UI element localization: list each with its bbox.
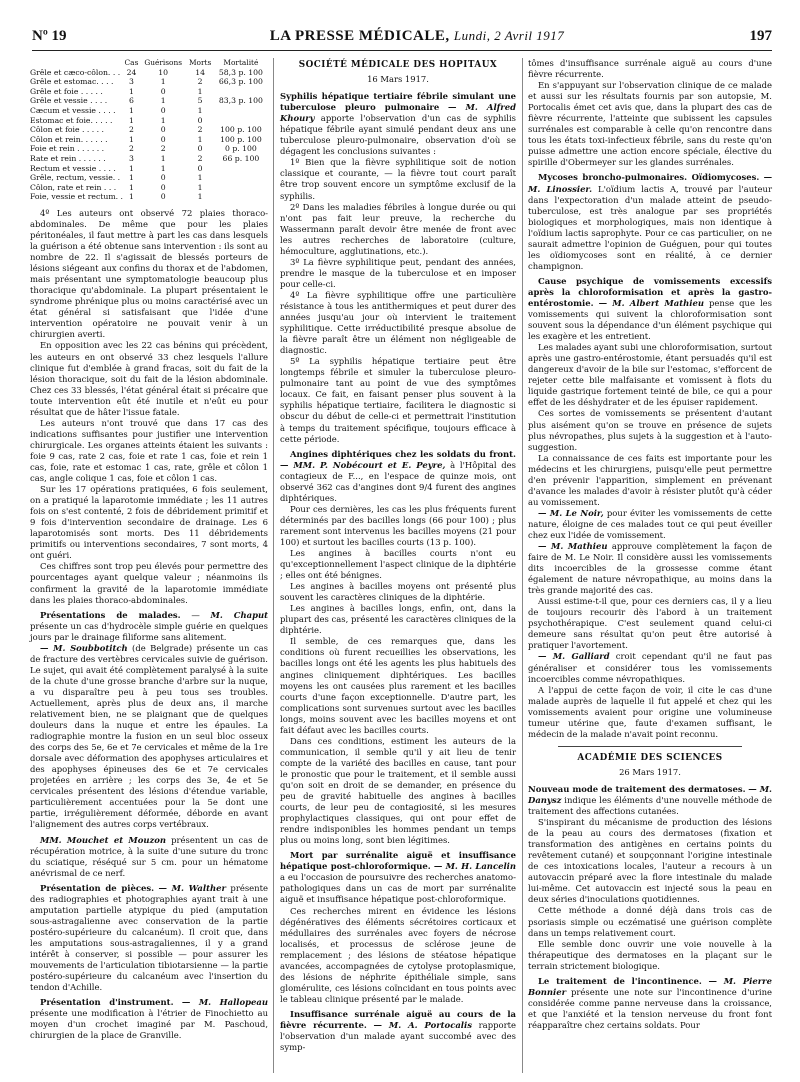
author: — M. Le Noir, bbox=[538, 507, 604, 518]
article-text: pense que les vomissements qui suivent la chloroformisation sont souvent sous la dépendance d'un élément psychique qui les exagère et les entretient. bbox=[528, 297, 772, 342]
section-date: 26 Mars 1917. bbox=[619, 766, 681, 777]
paragraph: La connaissance de ces faits est importante pour les médecins et les chirurgiens, puisqu'elle peut permettre d'en prévenir l'apparition, simplement en prévenant d'avance les malades d'avoir à résister plutôt qu'à céder au vomissement. bbox=[528, 452, 772, 507]
value-cell: 0 bbox=[160, 86, 166, 96]
article bbox=[30, 643, 268, 831]
article-text: rapporte l'observation d'un malade ayant succombé avec des symp- bbox=[280, 1019, 517, 1053]
author: — MM. P. Nobécourt et E. Peyre, bbox=[280, 459, 446, 470]
table-row bbox=[30, 77, 268, 87]
paragraph: Les angines à bacilles courts n'ont eu qu'exceptionnellement l'aspect clinique de la diphtérie ; elles ont été bénignes. bbox=[280, 548, 516, 581]
column-separator bbox=[522, 58, 523, 1073]
table-row bbox=[30, 173, 268, 183]
article-text: L'oïdium lactis A, trouvé par l'auteur dans l'expectoration d'un malade atteint de pseudo-tuberculose, est très analogue par ses propriétés biologiques et morphologiques, mais non identique à l'oïdium lactis saprophyte. Pour ce cas particulier, on ne saurait admettre l'opinion de Guéguen, pour qui toutes les oïdiomycoses sont en réalité, à ce dernier champignon. bbox=[528, 183, 772, 271]
paragraph: Les malades ayant subi une chloroformisation, surtout après une gastro-entérostomie, étant persuadés qu'il est dangereux d'avoir de la bile sur l'estomac, s'efforcent de rejeter cette bile malfaisante et vomissent à flots du liquide gastrique fortement teinté de bile, ce qui a pour effet de les déshydrater et de les épuiser rapidement. bbox=[528, 342, 772, 408]
paragraph: 5º La syphilis hépatique tertiaire peut être longtemps fébrile et simuler la tuberculose pleuro-pulmonaire tant au point de vue des symptômes locaux. Ce fait, en faisant penser plus souvent à la syphilis hépatique tertiaire, facilitera le diagnostic si obscur du début de celle-ci et permettrait l'institution à temps du traitement spécifique, toujours efficace à cette période. bbox=[280, 356, 516, 444]
table-header: Cas bbox=[124, 58, 139, 67]
article bbox=[528, 651, 772, 684]
value-cell: 1 bbox=[129, 163, 134, 173]
table-row bbox=[30, 96, 268, 106]
author: — M. H. Lancelin bbox=[433, 861, 516, 872]
paragraph: Dans ces conditions, estiment les auteurs de la communication, il semble qu'il y ait lieu de tenir compte de la variété des bacilles en cause, tant pour le pronostic que pour le traitement, et il semble aussi qu'on soit en droit de se demander, en présence du peu de gravité habituelle des angines à bacilles courts, de leur peu de contagiosité, si les mesures prophylactiques classiques, qui ont pour effet de rendre indisponibles les hommes pendant un temps plus ou moins long, sont bien légitimes. bbox=[280, 735, 516, 846]
value-cell: 0 bbox=[160, 173, 166, 183]
article-text: présente des radiographies et photographies ayant trait à une amputation partielle atypique du pied (amputation sous-astragalienne avec conservation de la partie postéro-supérieure du calcanéum). Il croit que, dans les amputations sous-astragaliennes, il y a grand intérêt à conserver, si possible — pour assurer les mouvements de l'articulation tibiotarsienne — la partie postéro-supérieure du calcanéum avec l'insertion du tendon d'Achille. bbox=[30, 882, 268, 993]
organ-cell: Grêle, rectum, vessie. . bbox=[30, 173, 121, 183]
mortality-table bbox=[30, 58, 268, 202]
article-heading: Mycoses broncho-pulmonaires. Oïdiomycoses. bbox=[538, 172, 760, 183]
value-cell: 2 bbox=[160, 144, 166, 154]
article-text: a eu l'occasion de poursuivre des recherches anatomo-pathologiques dans un cas de mort par surrénalite aiguë et insuffisance hépatique post-chloroformique. bbox=[280, 872, 516, 905]
section-divider bbox=[558, 746, 742, 747]
value-cell: 1 bbox=[129, 105, 134, 115]
journal-name: LA PRESSE MÉDICALE, bbox=[269, 28, 450, 44]
author: MM. Mouchet et Mouzon bbox=[40, 834, 167, 845]
value-cell: 0 bbox=[197, 115, 203, 125]
organ-cell: Côlon et foie . . . . . bbox=[30, 125, 104, 135]
journal-title bbox=[252, 28, 582, 45]
value-cell: 0 bbox=[160, 192, 166, 202]
value-cell: 1 bbox=[197, 182, 203, 192]
paragraph: Sur les 17 opérations pratiquées, 6 fois seulement, on a pratiqué la laparotomie immédiate ; les 11 autres fois on s'est contenté, 2 fois de débridement primitif et 9 fois d'intervention secondaire de drainage. Les 6 laparotomisés sont morts. Des 11 débridements primitifs ou interventions secondaires, 7 sont morts, 4 ont guéri. bbox=[30, 484, 268, 561]
value-cell: 0 bbox=[197, 163, 203, 173]
article-text: présente une note sur l'incontinence d'urine considérée comme panne nerveuse dans la croissance, et que l'anxiété et la tension nerveuse du front font réapparaître chez certains soldats. Pour bbox=[528, 986, 772, 1030]
author: — M. Hallopeau bbox=[181, 997, 268, 1008]
value-cell: 6 bbox=[129, 96, 134, 106]
section-date: 16 Mars 1917. bbox=[367, 74, 429, 85]
value-cell: 66,3 p. 100 bbox=[218, 77, 263, 87]
value-cell: 1 bbox=[160, 163, 166, 173]
value-cell: 0 bbox=[197, 144, 203, 154]
table-row bbox=[30, 116, 268, 126]
column-separator bbox=[273, 58, 274, 1073]
table-row bbox=[30, 125, 268, 135]
article bbox=[280, 91, 516, 157]
article-text: pour éviter les vomissements de cette nature, éloigne de ces malades tout ce qui peut éveiller chez eux l'idée de vomissement. bbox=[528, 507, 772, 540]
value-cell bbox=[214, 106, 268, 116]
value-cell: 1 bbox=[197, 173, 203, 183]
value-cell bbox=[214, 183, 268, 193]
article-heading: Présentation de pièces. bbox=[40, 882, 155, 893]
article-text: présente un cas d'hydrocèle simple guérie en quelques jours par le drainage filiforme sans alitement. bbox=[30, 620, 268, 642]
column-3 bbox=[528, 58, 772, 1031]
value-cell: 83,3 p. 100 bbox=[218, 96, 263, 106]
table-row bbox=[30, 87, 268, 97]
paragraph: Ces sortes de vomissements se présentent d'autant plus aisément qu'on se trouve en présence de sujets plus névropathes, plus sujets à la suggestion et à l'auto-suggestion. bbox=[528, 408, 772, 452]
table-row bbox=[30, 183, 268, 193]
article bbox=[280, 850, 516, 905]
value-cell: 2 bbox=[197, 125, 203, 135]
author: — M. Danysz bbox=[528, 783, 772, 805]
paragraph: Les auteurs n'ont trouvé que dans 17 cas des indications suffisantes pour justifier une intervention chirurgicale. Les organes atteints étaient les suivants : foie 9 cas, rate 2 cas, foie et rate 1 cas, foie et rein 1 cas, foie, rate et estomac 1 cas, rate, grêle et côlon 1 cas, angle colique 1 cas, foie et côlon 1 cas. bbox=[30, 417, 268, 484]
author: — M. Mathieu bbox=[538, 541, 608, 552]
column-1 bbox=[30, 58, 268, 1041]
issue-number: Nº 19 bbox=[32, 28, 67, 44]
organ-cell: Rectum et vessie . . . . bbox=[30, 163, 116, 173]
organ-cell: Grêle et cæco-côlon. . . bbox=[30, 67, 121, 77]
article-text: (de Belgrade) présente un cas de fracture des vertèbres cervicales suivie de guérison. Le sujet, qui avait été complètement paralysé à la suite de la chute d'une grosse branche d'arbre sur la nuque, a vu disparaître peu à peu tous ses troubles. Actuellement, après plus de deux ans, il marche relativement bien, ne se plaignant que de quelques douleurs dans la nuque et entre les épaules. La radiographie montre la fusion en un seul bloc osseux des corps des 5e, 6e et 7e cervicales et même de la 1re dorsale avec déformation des apophyses articulaires et des apophyses épineuses des 6e et 7e cervicales projetées en arrière ; les corps des 3e, 4e et 5e cervicales présentent des lésions d'étendue variable, particulièrement accentuées pour la 5e dont une partie, irrégulièrement déformée, déborde en avant l'alignement des autres corps vertébraux. bbox=[30, 642, 268, 830]
value-cell: 0 p. 100 bbox=[225, 144, 257, 154]
author: — M. Galliard bbox=[538, 651, 610, 662]
journal-date: Lundi, 2 Avril 1917 bbox=[453, 28, 565, 43]
value-cell: 100 p. 100 bbox=[220, 134, 262, 144]
article bbox=[30, 883, 268, 993]
article-heading: Insuffisance surrénale aiguë au cours de la fièvre récurrente. bbox=[280, 1008, 516, 1030]
value-cell: 0 bbox=[160, 105, 166, 115]
article-heading: Syphilis hépatique tertiaire fébrile simulant une tuberculose pleuro pulmonaire bbox=[280, 91, 516, 113]
value-cell bbox=[214, 192, 268, 202]
value-cell: 1 bbox=[129, 134, 134, 144]
paragraph: tômes d'insuffisance surrénale aiguë au cours d'une fièvre récurrente. bbox=[528, 58, 772, 80]
article bbox=[528, 976, 772, 1031]
article bbox=[528, 508, 772, 541]
paragraph: 2º Dans les maladies fébriles à longue durée ou qui n'ont pas fait leur preuve, la recherche du Wassermann paraît devoir être menée de front avec les autres recherches de laboratoire (culture, hémoculture, agglutinations, etc.). bbox=[280, 201, 516, 256]
paragraph: S'inspirant du mécanisme de production des lésions de la peau au cours des dermatoses (fixation et transformation des antigènes en certains points du revêtement cutané) et soupçonnant l'origine intestinale de ces intoxications locales, l'auteur a recours à un autovaccin préparé avec la flore intestinale du malade lui-même. Cet autovaccin est injecté sous la peau en deux séries d'inoculations quotidiennes. bbox=[528, 817, 772, 905]
organ-cell: Estomac et foie. . . . . bbox=[30, 115, 113, 125]
organ-cell: Côlon et rein. . . . . . bbox=[30, 134, 108, 144]
value-cell: 1 bbox=[160, 115, 166, 125]
table-row bbox=[30, 154, 268, 164]
value-cell: 2 bbox=[197, 77, 203, 87]
organ-cell: Foie, vessie et rectum. . bbox=[30, 192, 123, 202]
table-row bbox=[30, 106, 268, 116]
article bbox=[30, 835, 268, 879]
table-row bbox=[30, 192, 268, 202]
paragraph: En s'appuyant sur l'observation clinique de ce malade et aussi sur les résultats fournis par son autopsie, M. Portocalis émet cet avis que, dans la plupart des cas de fièvre récurrente, l'atteinte que subissent les capsules surrénales est comparable à celle qu'on rencontre dans tous les états toxi-infectieux fébrile, sans du reste qu'on puisse admettre une action encore spéciale, élective du spirille d'Obermeyer sur les glandes surrénales. bbox=[528, 80, 772, 168]
value-cell: 100 p. 100 bbox=[220, 125, 262, 135]
article bbox=[280, 1009, 516, 1053]
page-number: 197 bbox=[749, 28, 772, 44]
section-title: ACADÉMIE DES SCIENCES bbox=[577, 752, 723, 763]
article bbox=[528, 541, 772, 596]
article-heading: Angines diphtériques chez les soldats du front. bbox=[290, 448, 516, 459]
value-cell: 58,3 p. 100 bbox=[218, 67, 263, 77]
article-text: croit cependant qu'il ne faut pas généraliser et considérer tous les vomissements incoercibles comme névropathiques. bbox=[528, 651, 772, 684]
paragraph: Il semble, de ces remarques que, dans les conditions où furent recueillies les observations, les bacilles longs ont été les agents les plus habituels des angines cliniquement diphtériques. Les bacilles moyens les ont causées plus rarement et les bacilles courts d'une façon exceptionnelle. D'autre part, les complications sont survenues surtout avec les bacilles longs, moins souvent avec les bacilles moyens et ont fait défaut avec les bacilles courts. bbox=[280, 636, 516, 735]
paragraph: Pour ces dernières, les cas les plus fréquents furent déterminés par des bacilles longs (66 pour 100) ; plus rarement sont intervenus les bacilles moyens (21 pour 100) et surtout les bacilles courts (13 p. 100). bbox=[280, 503, 516, 547]
table-header-row bbox=[30, 58, 268, 68]
article-heading: Cause psychique de vomissements excessifs après la chloroformisation et après la gastro-entérostomie. bbox=[528, 275, 772, 308]
author: — M. Linossier. bbox=[528, 172, 772, 194]
organ-cell: Cæcum et vessie . . . . bbox=[30, 105, 116, 115]
value-cell: 1 bbox=[160, 153, 166, 163]
organ-cell: Grêle et foie . . . . . bbox=[30, 86, 103, 96]
value-cell bbox=[214, 164, 268, 174]
value-cell: 1 bbox=[197, 105, 203, 115]
author: — M. Soubbotitch bbox=[40, 642, 128, 653]
article-text: apporte l'observation d'un cas de syphilis hépatique fébrile ayant simulé pendant deux ans une tuberculose pleuro-pulmonaire, observation d'où se dégagent les conclusions suivantes : bbox=[280, 113, 516, 157]
article bbox=[30, 997, 268, 1041]
value-cell: 1 bbox=[197, 134, 203, 144]
organ-cell: Foie et rein . . . . . . bbox=[30, 144, 105, 154]
article-heading: Nouveau mode de traitement des dermatoses. bbox=[528, 783, 746, 794]
value-cell: 1 bbox=[160, 77, 166, 87]
value-cell: 3 bbox=[129, 77, 134, 87]
value-cell: 1 bbox=[129, 86, 134, 96]
article-text: indique les éléments d'une nouvelle méthode de traitement des affections cutanées. bbox=[528, 795, 772, 817]
article-heading: Mort par surrénalite aiguë et insuffisance hépatique post-chloroformique. bbox=[280, 850, 516, 872]
value-cell: 24 bbox=[126, 67, 137, 77]
page-header bbox=[32, 28, 772, 48]
article-heading: Le traitement de l'incontinence. bbox=[538, 975, 702, 986]
article-text: présentent un cas de récupération motrice, à la suite d'une suture du tronc du sciatique, réséqué sur 5 cm. pour un hématome anévrismal de ce nerf. bbox=[30, 834, 268, 878]
header-rule bbox=[32, 50, 772, 51]
organ-cell: Rate et rein . . . . . . bbox=[30, 153, 106, 163]
author: — M. Walther bbox=[158, 882, 226, 893]
organ-cell: Grêle et vessie . . . . bbox=[30, 96, 108, 106]
table-header: Guérisons bbox=[144, 58, 183, 67]
value-cell: 14 bbox=[195, 67, 205, 77]
value-cell: 66 p. 100 bbox=[222, 153, 260, 163]
value-cell: 2 bbox=[197, 153, 203, 163]
value-cell: 1 bbox=[129, 192, 134, 202]
paragraph: Ces chiffres sont trop peu élevés pour permettre des pourcentages ayant quelque valeur ; néanmoins ils confirment la gravité de la laparotomie immédiate dans les plaies thoraco-abdominales. bbox=[30, 561, 268, 605]
table-header: Mortalité bbox=[223, 58, 259, 67]
article bbox=[528, 784, 772, 817]
value-cell: 0 bbox=[160, 125, 166, 135]
value-cell: 3 bbox=[129, 153, 134, 163]
article bbox=[528, 172, 772, 271]
value-cell: 1 bbox=[160, 96, 166, 106]
paragraph: Les angines à bacilles longs, enfin, ont, dans la plupart des cas, présenté les caractères cliniques de la diphtérie. bbox=[280, 603, 516, 636]
paragraph: Elle semble donc ouvrir une voie nouvelle à la thérapeutique des dermatoses en la plaçant sur le terrain strictement biologique. bbox=[528, 938, 772, 971]
value-cell bbox=[214, 173, 268, 183]
section-title: SOCIÉTÉ MÉDICALE DES HOPITAUX bbox=[298, 60, 498, 70]
article bbox=[280, 449, 516, 504]
table-header: Morts bbox=[188, 58, 212, 67]
value-cell bbox=[214, 87, 268, 97]
paragraph: 4º Les auteurs ont observé 72 plaies thoraco-abdominales. De même que pour les plaies péritonéales, il faut mettre à part les cas dans lesquels la guérison a été obtenue sans intervention : ils sont au nombre de 22. Il s'agissait de blessés porteurs de lésions siégeant aux confins du thorax et de l'abdomen, mais présentant une symptomatologie beaucoup plus thoracique qu'abdominale. La plupart présentaient le syndrome phrénique plus ou moins caractérisé avec un état général si satisfaisant que l'idée d'une intervention opératoire ne pouvait venir à un chirurgien averti. bbox=[30, 207, 268, 340]
value-cell: 2 bbox=[129, 125, 134, 135]
author: — M. Albert Mathieu bbox=[598, 297, 704, 308]
paragraph: Ces recherches mirent en évidence les lésions dégénératives des éléments sécrétoires corticaux et médullaires des surrénales avec foyers de nécrose localisés, et processus de sclérose jeune de remplacement ; des lésions de stéatose hépatique avancées, accompagnées de cytolyse protoplasmique, des lésions de néphrite épithéliale simple, sans glomérulite, ces lésions coïncidant en tous points avec le tableau clinique présenté par le malade. bbox=[280, 905, 516, 1004]
paragraph: 4º La fièvre syphilitique offre une particulière résistance à tous les antithermiques et peut durer des années jusqu'au jour où intervient le traitement syphilitique. Cette irréductibilité presque absolue de la fièvre paraît être un élément non négligeable de diagnostic. bbox=[280, 289, 516, 356]
value-cell: 1 bbox=[197, 86, 203, 96]
value-cell: 1 bbox=[129, 173, 134, 183]
organ-cell: Côlon, rate et rein . . . bbox=[30, 182, 117, 192]
table-row bbox=[30, 135, 268, 145]
paragraph: Les angines à bacilles moyens ont présenté plus souvent les caractères cliniques de la diphtérie. bbox=[280, 581, 516, 603]
value-cell: 1 bbox=[197, 192, 203, 202]
value-cell: 0 bbox=[160, 182, 166, 192]
value-cell: 5 bbox=[197, 96, 203, 106]
value-cell bbox=[214, 116, 268, 126]
paragraph: Aussi estime-t-il que, pour ces derniers cas, il y a lieu de toujours recourir dès l'abord à un traitement psychothérapique. C'est seulement quand celui-ci demeure sans résultat qu'on peut être autorisé à pratiquer l'avortement. bbox=[528, 596, 772, 651]
table-row bbox=[30, 144, 268, 154]
paragraph: En opposition avec les 22 cas bénins qui précèdent, les auteurs en ont observé 33 chez lesquels l'allure clinique fut d'emblée à grand fracas, soit du fait de la lésion thoracique, soit du fait de la lésion abdominale. Chez ces 33 blessés, l'état général était si précaire que toute intervention eût été inutile et n'eût eu pour résultat que de hâter l'issue fatale. bbox=[30, 340, 268, 417]
article-text: à l'Hôpital des contagieux de F..., en l'espace de quinze mois, ont observé 362 cas d'angines dont 9/4 furent des angines diphtériques. bbox=[280, 459, 516, 503]
article-text: présente une modification à l'étrier de Finochietto au moyen d'un crochet imaginé par M. Paschoud, chirurgien de la place de Granville. bbox=[30, 1008, 268, 1041]
value-cell: 2 bbox=[129, 144, 134, 154]
author: M. Chaput bbox=[210, 609, 268, 620]
author: — M. Alfred Khoury bbox=[280, 102, 516, 124]
value-cell: 1 bbox=[129, 115, 134, 125]
column-2 bbox=[280, 58, 516, 1053]
table-row bbox=[30, 164, 268, 174]
paragraph: 3º La fièvre syphilitique peut, pendant des années, prendre le masque de la tuberculose et en imposer pour celle-ci. bbox=[280, 256, 516, 289]
paragraph: Cette méthode a donné déjà dans trois cas de psoriasis simple ou eczématisé une guérison complète dans un temps relativement court. bbox=[528, 905, 772, 938]
table-row bbox=[30, 68, 268, 78]
article: Présentations de malades. — M. Chaput présente un cas d'hydrocèle simple guérie en quelques jours par le drainage filiforme sans alitement. bbox=[30, 609, 268, 642]
value-cell: 1 bbox=[129, 182, 134, 192]
paragraph: 1º Bien que la fièvre syphilitique soit de notion classique et courante, — la fièvre tout court paraît être trop souvent encore un symptôme exclusif de la syphilis. bbox=[280, 157, 516, 201]
paragraph: A l'appui de cette façon de voir, il cite le cas d'une malade auprès de laquelle il fut appelé et chez qui les vomissements avaient pour origine une volumineuse tumeur utérine que, faute d'examen suffisant, le médecin de la malade n'avait point reconnu. bbox=[528, 684, 772, 739]
value-cell: 0 bbox=[160, 134, 166, 144]
author: — M. A. Portocalis bbox=[373, 1019, 472, 1030]
article-text: approuve complètement la façon de faire de M. Le Noir. Il considère aussi les vomissements dits incoercibles de la grossesse comme étant également de nature névropathique, au moins dans la très grande majorité des cas. bbox=[528, 541, 773, 596]
author: — M. Pierre Bonnier bbox=[528, 975, 772, 997]
value-cell: 10 bbox=[158, 67, 169, 77]
organ-cell: Grêle et estomac. . . . bbox=[30, 77, 114, 87]
article-heading: Présentations de malades. bbox=[40, 609, 181, 620]
article bbox=[528, 276, 772, 342]
article-heading: Présentation d'instrument. bbox=[40, 997, 174, 1008]
